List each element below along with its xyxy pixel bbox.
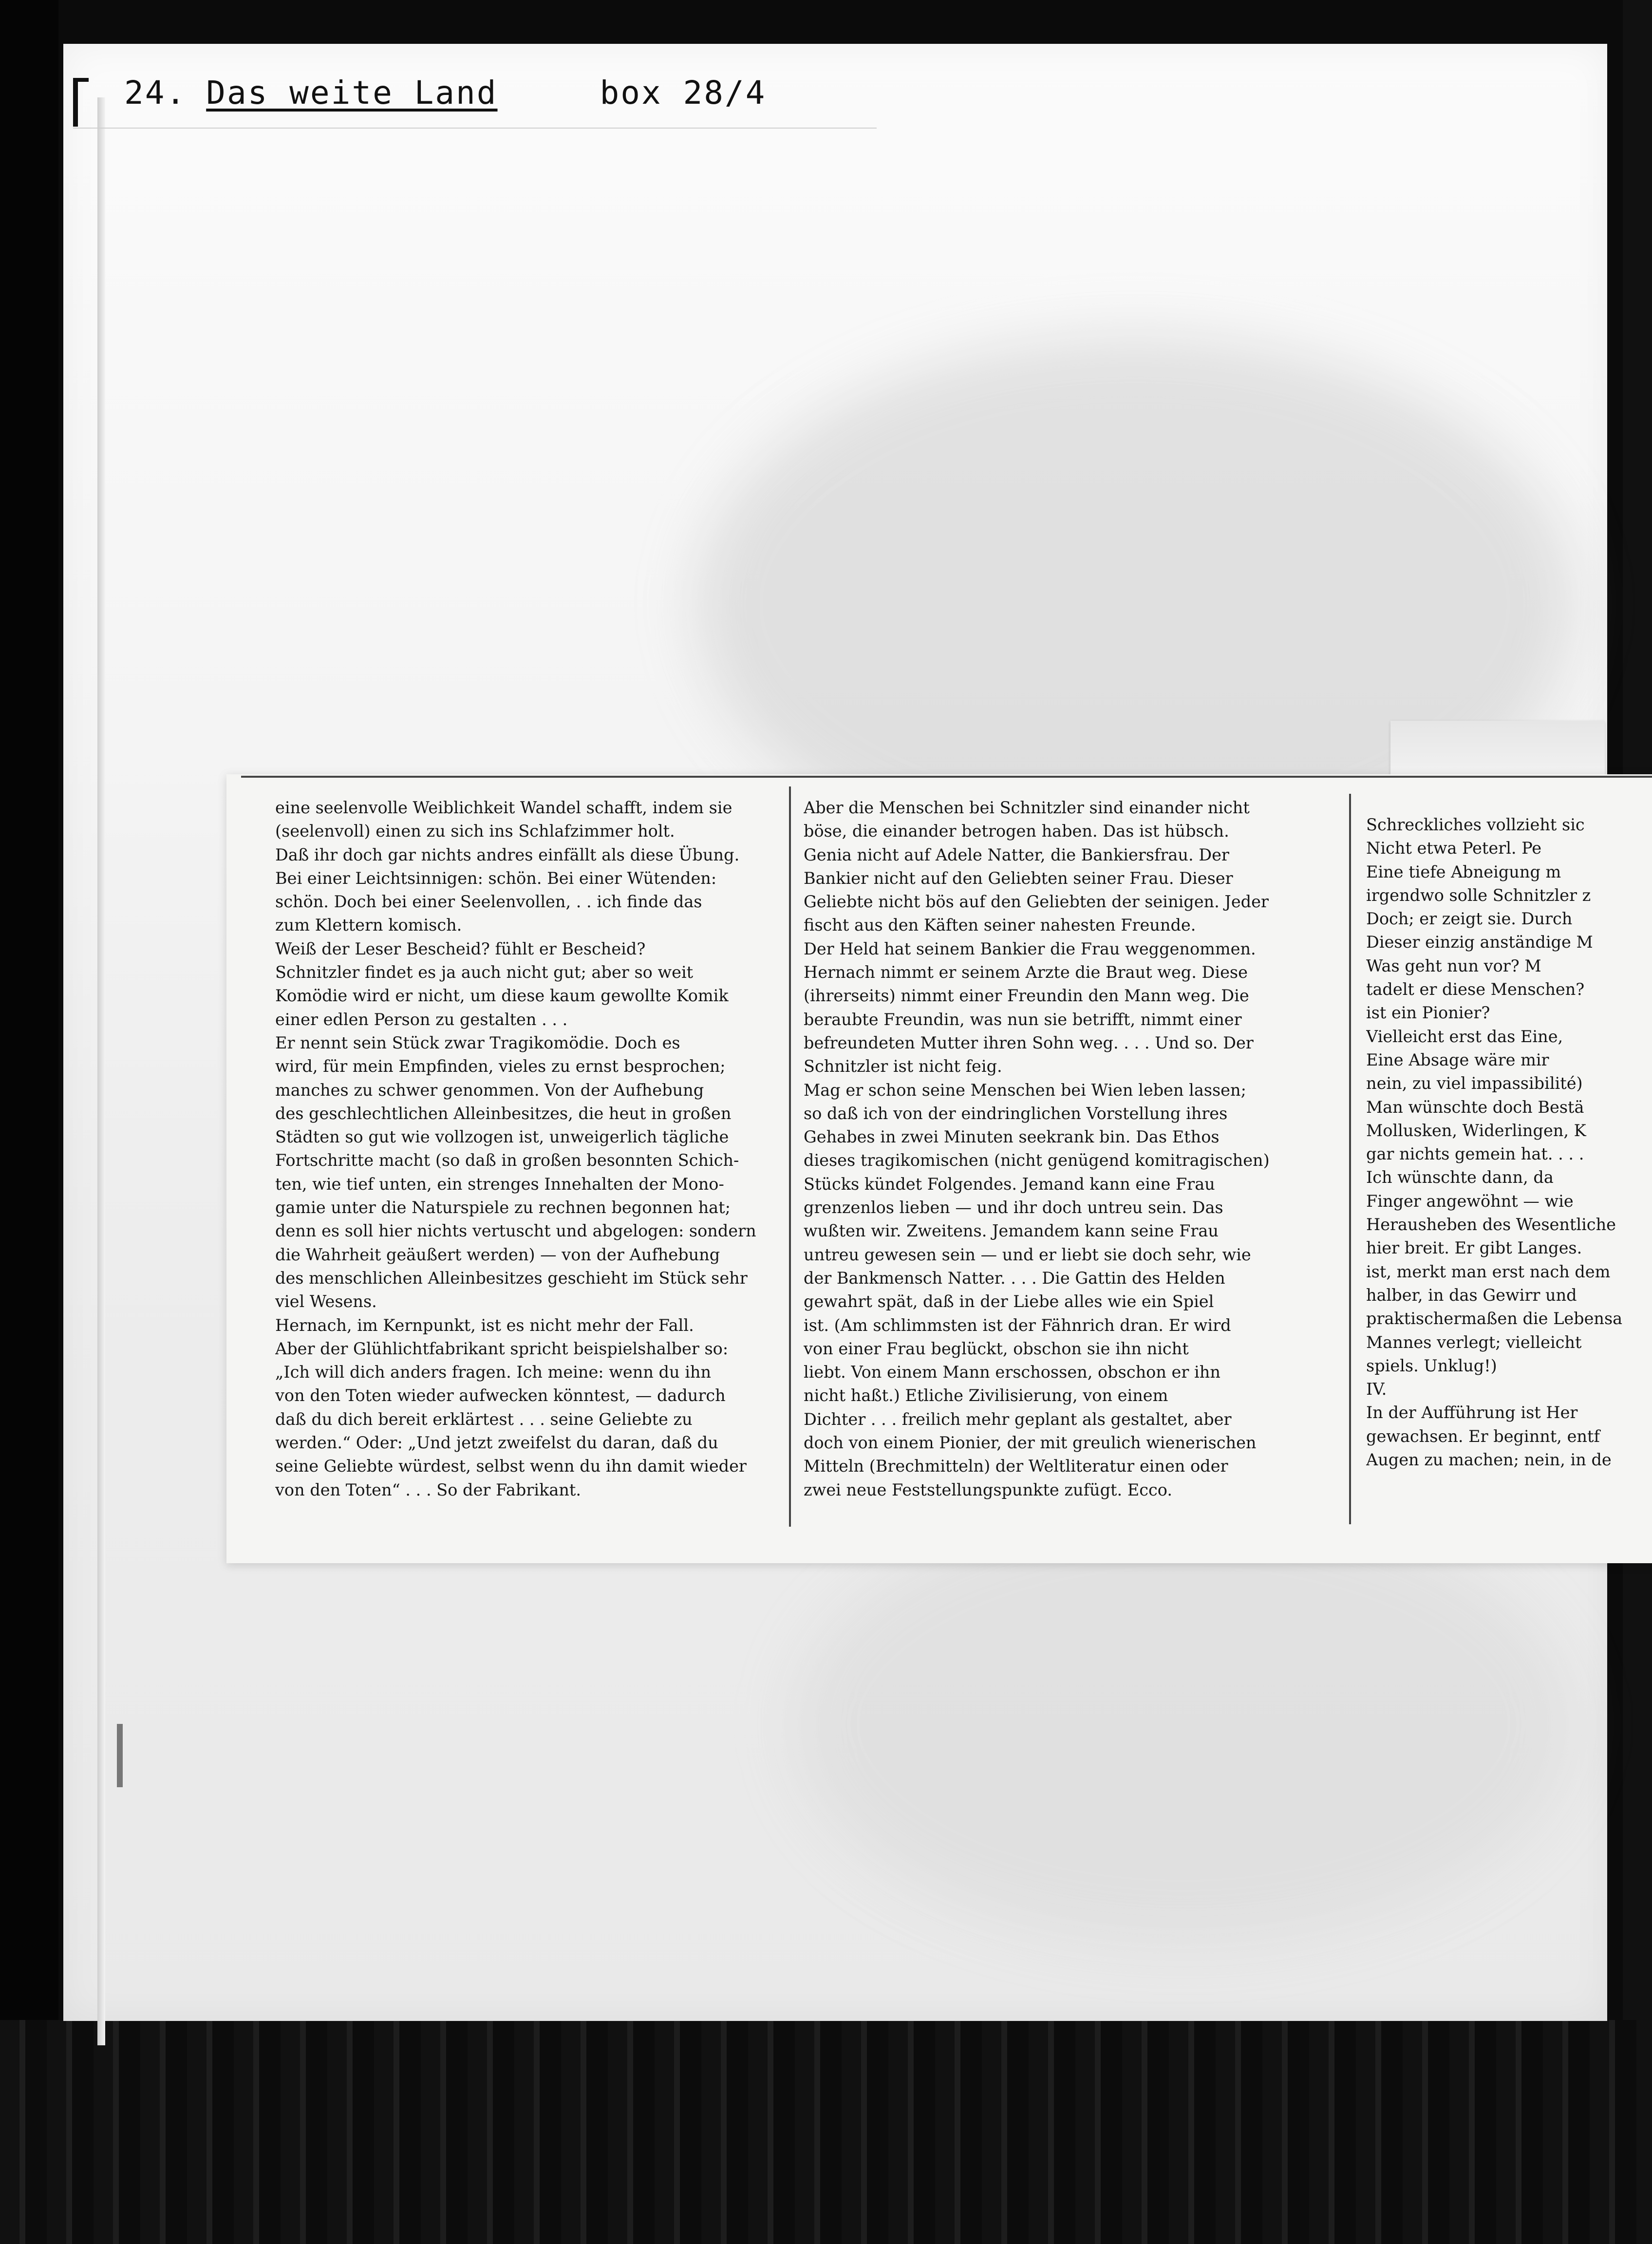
text-line: schön. Doch bei einer Seelenvollen, . . ich finde das [275, 892, 702, 912]
text-line: zwei neue Feststellungspunkte zufügt. Ecco. [804, 1480, 1172, 1499]
text-line: Herausheben des Wesentliche [1366, 1215, 1616, 1234]
text-line: Doch; er zeigt sie. Durch [1366, 909, 1573, 929]
text-line: Bankier nicht auf den Geliebten seiner Frau. Dieser [804, 868, 1233, 888]
text-line: gewachsen. Er beginnt, entf [1366, 1426, 1600, 1446]
text-line: Ich wünschte dann, da [1366, 1168, 1554, 1187]
text-line: so daß ich von der eindringlichen Vorstellung ihres [804, 1103, 1228, 1123]
text-line: Man wünschte doch Bestä [1366, 1097, 1584, 1117]
text-line: beraubte Freundin, was nun sie betrifft, nimmt einer [804, 1010, 1242, 1029]
text-line: nein, zu viel impassibilité) [1366, 1074, 1583, 1093]
text-line: seine Geliebte würdest, selbst wenn du ihn damit wieder [275, 1457, 747, 1476]
text-line: IV. [1366, 1380, 1387, 1399]
text-column-1 [275, 796, 828, 1502]
paper-strip [1390, 721, 1605, 779]
clipping-rule [241, 776, 1652, 778]
text-line: Nicht etwa Peterl. Pe [1366, 839, 1542, 858]
text-line: von den Toten“ . . . So der Fabrikant. [275, 1480, 582, 1499]
text-line: grenzenlos lieben — und ihr doch untreu sein. Das [804, 1198, 1223, 1217]
text-line: Städten so gut wie vollzogen ist, unweigerlich tägliche [275, 1127, 729, 1147]
text-line: ist. (Am schlimmsten ist der Fähnrich dran. Er wird [804, 1315, 1231, 1335]
text-line: Genia nicht auf Adele Natter, die Bankiersfrau. Der [804, 845, 1229, 864]
text-line: einer edlen Person zu gestalten . . . [275, 1010, 568, 1029]
text-line: die Wahrheit geäußert werden) — von der Aufhebung [275, 1245, 720, 1264]
text-line: Der Held hat seinem Bankier die Frau weggenommen. [804, 939, 1256, 958]
text-line: liebt. Von einem Mann erschossen, obschon er ihn [804, 1363, 1220, 1382]
text-line: halber, in das Gewirr und [1366, 1285, 1577, 1305]
text-line: Er nennt sein Stück zwar Tragikomödie. Doch es [275, 1033, 680, 1052]
folder-number: 24. [124, 74, 187, 112]
text-line: ist ein Pionier? [1366, 1003, 1490, 1023]
text-line: Aber die Menschen bei Schnitzler sind einander nicht [804, 798, 1250, 817]
text-column-2 [804, 796, 1354, 1502]
archive-header [124, 71, 766, 114]
text-line: viel Wesens. [275, 1292, 377, 1311]
text-line: des menschlichen Alleinbesitzes geschieht im Stück sehr [275, 1268, 748, 1288]
text-line: ist, merkt man erst nach dem [1366, 1262, 1611, 1281]
text-line: Mag er schon seine Menschen bei Wien leben lassen; [804, 1080, 1246, 1100]
text-column-3 [1366, 813, 1652, 1472]
text-line: gar nichts gemein hat. . . . [1366, 1144, 1584, 1164]
text-line: befreundeten Mutter ihren Sohn weg. . . . Und so. Der [804, 1033, 1254, 1052]
text-line: praktischermaßen die Lebensa [1366, 1309, 1623, 1328]
text-line: Gehabes in zwei Minuten seekrank bin. Das Ethos [804, 1127, 1220, 1147]
text-line: (ihrerseits) nimmt einer Freundin den Mann weg. Die [804, 986, 1249, 1006]
text-line: doch von einem Pionier, der mit greulich wienerischen [804, 1433, 1257, 1453]
text-line: Hernach nimmt er seinem Arzte die Braut weg. Diese [804, 963, 1248, 982]
text-line: untreu gewesen sein — und er liebt sie doch sehr, wie [804, 1245, 1251, 1264]
sheet-edge [97, 97, 105, 2045]
text-line: Was geht nun vor? M [1366, 956, 1541, 975]
text-line: des geschlechtlichen Alleinbesitzes, die heut in großen [275, 1103, 732, 1123]
text-line: Aber der Glühlichtfabrikant spricht beispielshalber so: [275, 1339, 729, 1358]
text-line: von einer Frau beglückt, obschon sie ihn nicht [804, 1339, 1189, 1358]
corner-bracket [73, 78, 78, 127]
text-line: Mitteln (Brechmitteln) der Weltliteratur einen oder [804, 1457, 1228, 1476]
text-line: Vielleicht erst das Eine, [1366, 1027, 1563, 1046]
document-title: Das weite Land [206, 74, 498, 112]
text-line: Stücks kündet Folgendes. Jemand kann eine Frau [804, 1174, 1215, 1194]
text-line: daß du dich bereit erklärtest . . . seine Geliebte zu [275, 1409, 693, 1429]
text-line: nicht haßt.) Etliche Zivilisierung, von einem [804, 1386, 1168, 1405]
box-label: box 28/4 [600, 74, 767, 112]
margin-mark [117, 1724, 123, 1787]
text-line: fischt aus den Käften seiner nahesten Freunde. [804, 916, 1196, 935]
text-line: Weiß der Leser Bescheid? fühlt er Bescheid? [275, 939, 646, 958]
scan-shadow [794, 1505, 1573, 1943]
text-line: wußten wir. Zweitens. Jemandem kann seine Frau [804, 1221, 1219, 1241]
text-line: Eine tiefe Abneigung m [1366, 862, 1561, 881]
text-line: Schnitzler findet es ja auch nicht gut; aber so weit [275, 963, 694, 982]
text-line: werden.“ Oder: „Und jetzt zweifelst du daran, daß du [275, 1433, 718, 1453]
text-line: „Ich will dich anders fragen. Ich meine: wenn du ihn [275, 1363, 712, 1382]
text-line: gamie unter die Naturspiele zu rechnen begonnen hat; [275, 1198, 731, 1217]
text-line: hier breit. Er gibt Langes. [1366, 1238, 1582, 1258]
text-line: spiels. Unklug!) [1366, 1356, 1497, 1375]
text-line: denn es soll hier nichts vertuscht und abgelogen: sondern [275, 1221, 756, 1241]
scan-border-bottom [0, 2020, 1652, 2244]
text-line: Bei einer Leichtsinnigen: schön. Bei einer Wütenden: [275, 868, 717, 888]
text-line: böse, die einander betrogen haben. Das ist hübsch. [804, 822, 1229, 841]
text-line: Eine Absage wäre mir [1366, 1050, 1549, 1069]
text-line: Mannes verlegt; vielleicht [1366, 1332, 1582, 1352]
text-line: tadelt er diese Menschen? [1366, 980, 1585, 999]
text-line: Hernach, im Kernpunkt, ist es nicht mehr der Fall. [275, 1315, 694, 1335]
text-line: Schnitzler ist nicht feig. [804, 1057, 1002, 1076]
text-line: dieses tragikomischen (nicht genügend komitragischen) [804, 1151, 1270, 1170]
text-line: Daß ihr doch gar nichts andres einfällt als diese Übung. [275, 845, 740, 864]
text-line: (seelenvoll) einen zu sich ins Schlafzimmer holt. [275, 822, 675, 841]
text-line: manches zu schwer genommen. Von der Aufhebung [275, 1080, 704, 1100]
newspaper-clipping [226, 774, 1652, 1563]
text-line: In der Aufführung ist Her [1366, 1403, 1578, 1422]
text-line: gewahrt spät, daß in der Liebe alles wie ein Spiel [804, 1292, 1214, 1311]
scan-border-left [0, 0, 58, 2244]
text-line: Mollusken, Widerlingen, K [1366, 1121, 1586, 1140]
text-line: Fortschritte macht (so daß in großen besonnten Schich- [275, 1151, 739, 1170]
header-rule [73, 128, 877, 129]
text-line: Geliebte nicht bös auf den Geliebten der seinigen. Jeder [804, 892, 1269, 912]
text-line: eine seelenvolle Weiblichkeit Wandel schafft, indem sie [275, 798, 732, 817]
text-line: von den Toten wieder aufwecken könntest, — dadurch [275, 1386, 726, 1405]
text-line: wird, für mein Empfinden, vieles zu ernst besprochen; [275, 1057, 726, 1076]
text-line: Dieser einzig anständige M [1366, 933, 1593, 952]
text-line: Komödie wird er nicht, um diese kaum gewollte Komik [275, 986, 729, 1006]
text-line: Dichter . . . freilich mehr geplant als gestaltet, aber [804, 1409, 1232, 1429]
text-line: irgendwo solle Schnitzler z [1366, 885, 1591, 905]
text-line: ten, wie tief unten, ein strenges Innehalten der Mono- [275, 1174, 724, 1194]
text-line: zum Klettern komisch. [275, 916, 462, 935]
text-line: Finger angewöhnt — wie [1366, 1191, 1574, 1211]
text-line: Augen zu machen; nein, in de [1366, 1450, 1612, 1470]
text-line: Schreckliches vollzieht sic [1366, 815, 1585, 834]
text-line: der Bankmensch Natter. . . . Die Gattin des Helden [804, 1268, 1225, 1288]
